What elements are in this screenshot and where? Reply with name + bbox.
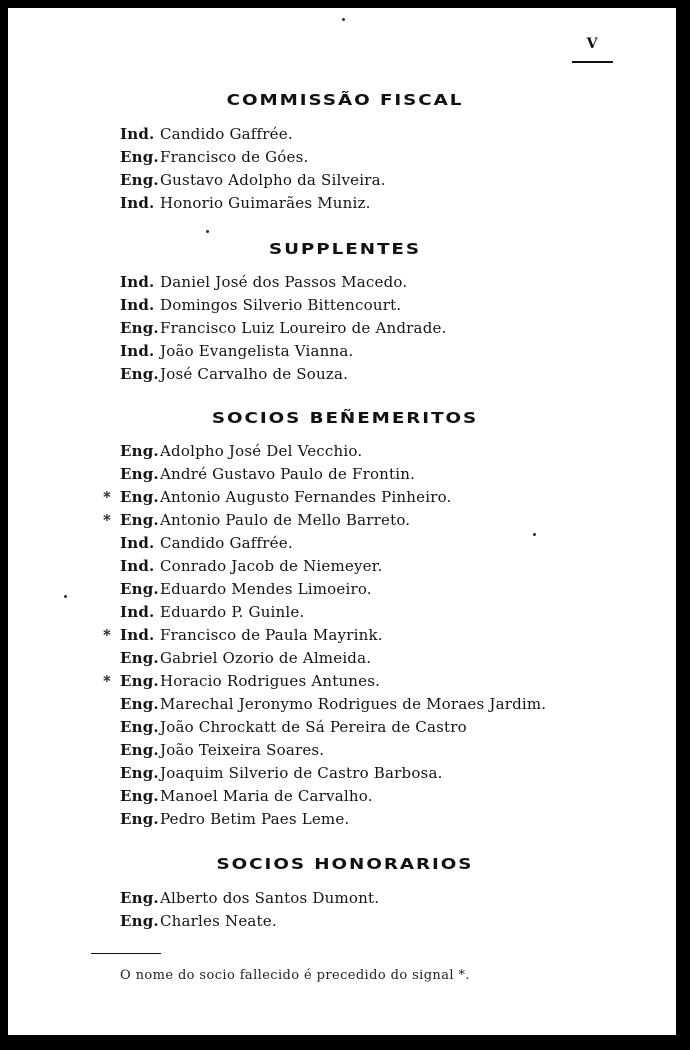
member-name: Daniel José dos Passos Macedo. <box>160 273 408 291</box>
member-title: Ind. <box>120 626 155 644</box>
member-entry <box>120 810 349 828</box>
member-name: Conrado Jacob de Niemeyer. <box>160 557 383 575</box>
member-name: Marechal Jeronymo Rodrigues de Moraes Jardim. <box>160 695 547 713</box>
member-entry <box>120 649 371 667</box>
member-entry <box>120 171 386 189</box>
member-name: Candido Gaffrée. <box>160 534 293 552</box>
member-title: Eng. <box>120 810 159 828</box>
member-title: Eng. <box>120 764 159 782</box>
member-name: João Teixeira Soares. <box>160 741 325 759</box>
member-name: Antonio Paulo de Mello Barreto. <box>160 511 411 529</box>
member-name: Gabriel Ozorio de Almeida. <box>160 649 372 667</box>
member-title: Ind. <box>120 125 155 143</box>
member-title: Eng. <box>120 649 159 667</box>
member-entry <box>120 319 447 337</box>
member-name: Manoel Maria de Carvalho. <box>160 787 373 805</box>
member-name: Honorio Guimarães Muniz. <box>160 194 371 212</box>
member-title: Ind. <box>120 194 155 212</box>
member-title: Eng. <box>120 511 159 529</box>
member-entry <box>120 912 277 930</box>
member-entry <box>120 273 407 291</box>
footnote: O nome do socio fallecido é precedido do signal *. <box>120 968 470 983</box>
member-name: Francisco de Paula Mayrink. <box>160 626 383 644</box>
section-heading-socios-benemeritos: SOCIOS BEÑEMERITOS <box>211 409 479 427</box>
member-entry <box>120 718 467 736</box>
member-entry <box>120 787 373 805</box>
deceased-marker: * <box>103 511 112 529</box>
print-speck <box>533 533 536 536</box>
section-heading-socios-honorarios: SOCIOS HONORARIOS <box>216 855 474 873</box>
print-speck <box>342 18 345 21</box>
member-entry <box>120 603 304 621</box>
member-title: Eng. <box>120 319 159 337</box>
member-entry <box>103 672 381 690</box>
member-name: Pedro Betim Paes Leme. <box>160 810 350 828</box>
member-name: Alberto dos Santos Dumont. <box>160 889 380 907</box>
member-name: João Evangelista Vianna. <box>160 342 354 360</box>
member-title: Ind. <box>120 534 155 552</box>
page-number-rule <box>572 61 613 63</box>
footnote-rule <box>91 953 161 954</box>
member-title: Ind. <box>120 557 155 575</box>
member-name: Horacio Rodrigues Antunes. <box>160 672 381 690</box>
member-title: Eng. <box>120 465 159 483</box>
member-entry <box>120 764 443 782</box>
member-title: Eng. <box>120 148 159 166</box>
member-name: Francisco Luiz Loureiro de Andrade. <box>160 319 447 337</box>
section-heading-commissao-fiscal: COMMISSÃO FISCAL <box>226 91 464 109</box>
member-entry <box>120 365 348 383</box>
member-title: Eng. <box>120 442 159 460</box>
member-title: Ind. <box>120 342 155 360</box>
member-name: Eduardo P. Guinle. <box>160 603 305 621</box>
member-name: Adolpho José Del Vecchio. <box>160 442 363 460</box>
deceased-marker: * <box>103 488 112 506</box>
page-number: V <box>586 36 598 52</box>
member-entry <box>120 889 379 907</box>
member-name: Francisco de Góes. <box>160 148 309 166</box>
member-name: Domingos Silverio Bittencourt. <box>160 296 402 314</box>
member-entry <box>120 465 415 483</box>
print-speck <box>206 230 209 233</box>
member-name: Antonio Augusto Fernandes Pinheiro. <box>160 488 452 506</box>
member-title: Ind. <box>120 603 155 621</box>
member-entry <box>120 342 353 360</box>
member-entry <box>120 442 362 460</box>
member-entry <box>120 194 371 212</box>
member-title: Eng. <box>120 718 159 736</box>
member-title: Eng. <box>120 365 159 383</box>
member-entry <box>120 125 293 143</box>
member-title: Eng. <box>120 741 159 759</box>
member-name: José Carvalho de Souza. <box>160 365 349 383</box>
member-entry <box>120 296 401 314</box>
deceased-marker: * <box>103 672 112 690</box>
member-title: Eng. <box>120 580 159 598</box>
member-entry <box>120 557 382 575</box>
member-entry <box>103 626 383 644</box>
member-title: Eng. <box>120 787 159 805</box>
member-entry <box>120 534 293 552</box>
member-entry <box>103 488 452 506</box>
section-heading-supplentes: SUPPLENTES <box>268 240 422 258</box>
member-entry <box>120 580 372 598</box>
member-entry <box>120 741 324 759</box>
member-name: João Chrockatt de Sá Pereira de Castro <box>160 718 467 736</box>
member-title: Eng. <box>120 672 159 690</box>
member-title: Eng. <box>120 488 159 506</box>
member-name: Gustavo Adolpho da Silveira. <box>160 171 386 189</box>
member-title: Ind. <box>120 273 155 291</box>
member-name: Charles Neate. <box>160 912 277 930</box>
deceased-marker: * <box>103 626 112 644</box>
member-name: Candido Gaffrée. <box>160 125 293 143</box>
member-name: Eduardo Mendes Limoeiro. <box>160 580 372 598</box>
print-speck <box>64 595 67 598</box>
member-entry <box>120 695 546 713</box>
member-title: Eng. <box>120 912 159 930</box>
member-entry <box>120 148 308 166</box>
member-name: André Gustavo Paulo de Frontin. <box>160 465 416 483</box>
member-title: Eng. <box>120 695 159 713</box>
member-title: Eng. <box>120 171 159 189</box>
member-name: Joaquim Silverio de Castro Barbosa. <box>160 764 443 782</box>
member-title: Eng. <box>120 889 159 907</box>
member-title: Ind. <box>120 296 155 314</box>
member-entry <box>103 511 411 529</box>
